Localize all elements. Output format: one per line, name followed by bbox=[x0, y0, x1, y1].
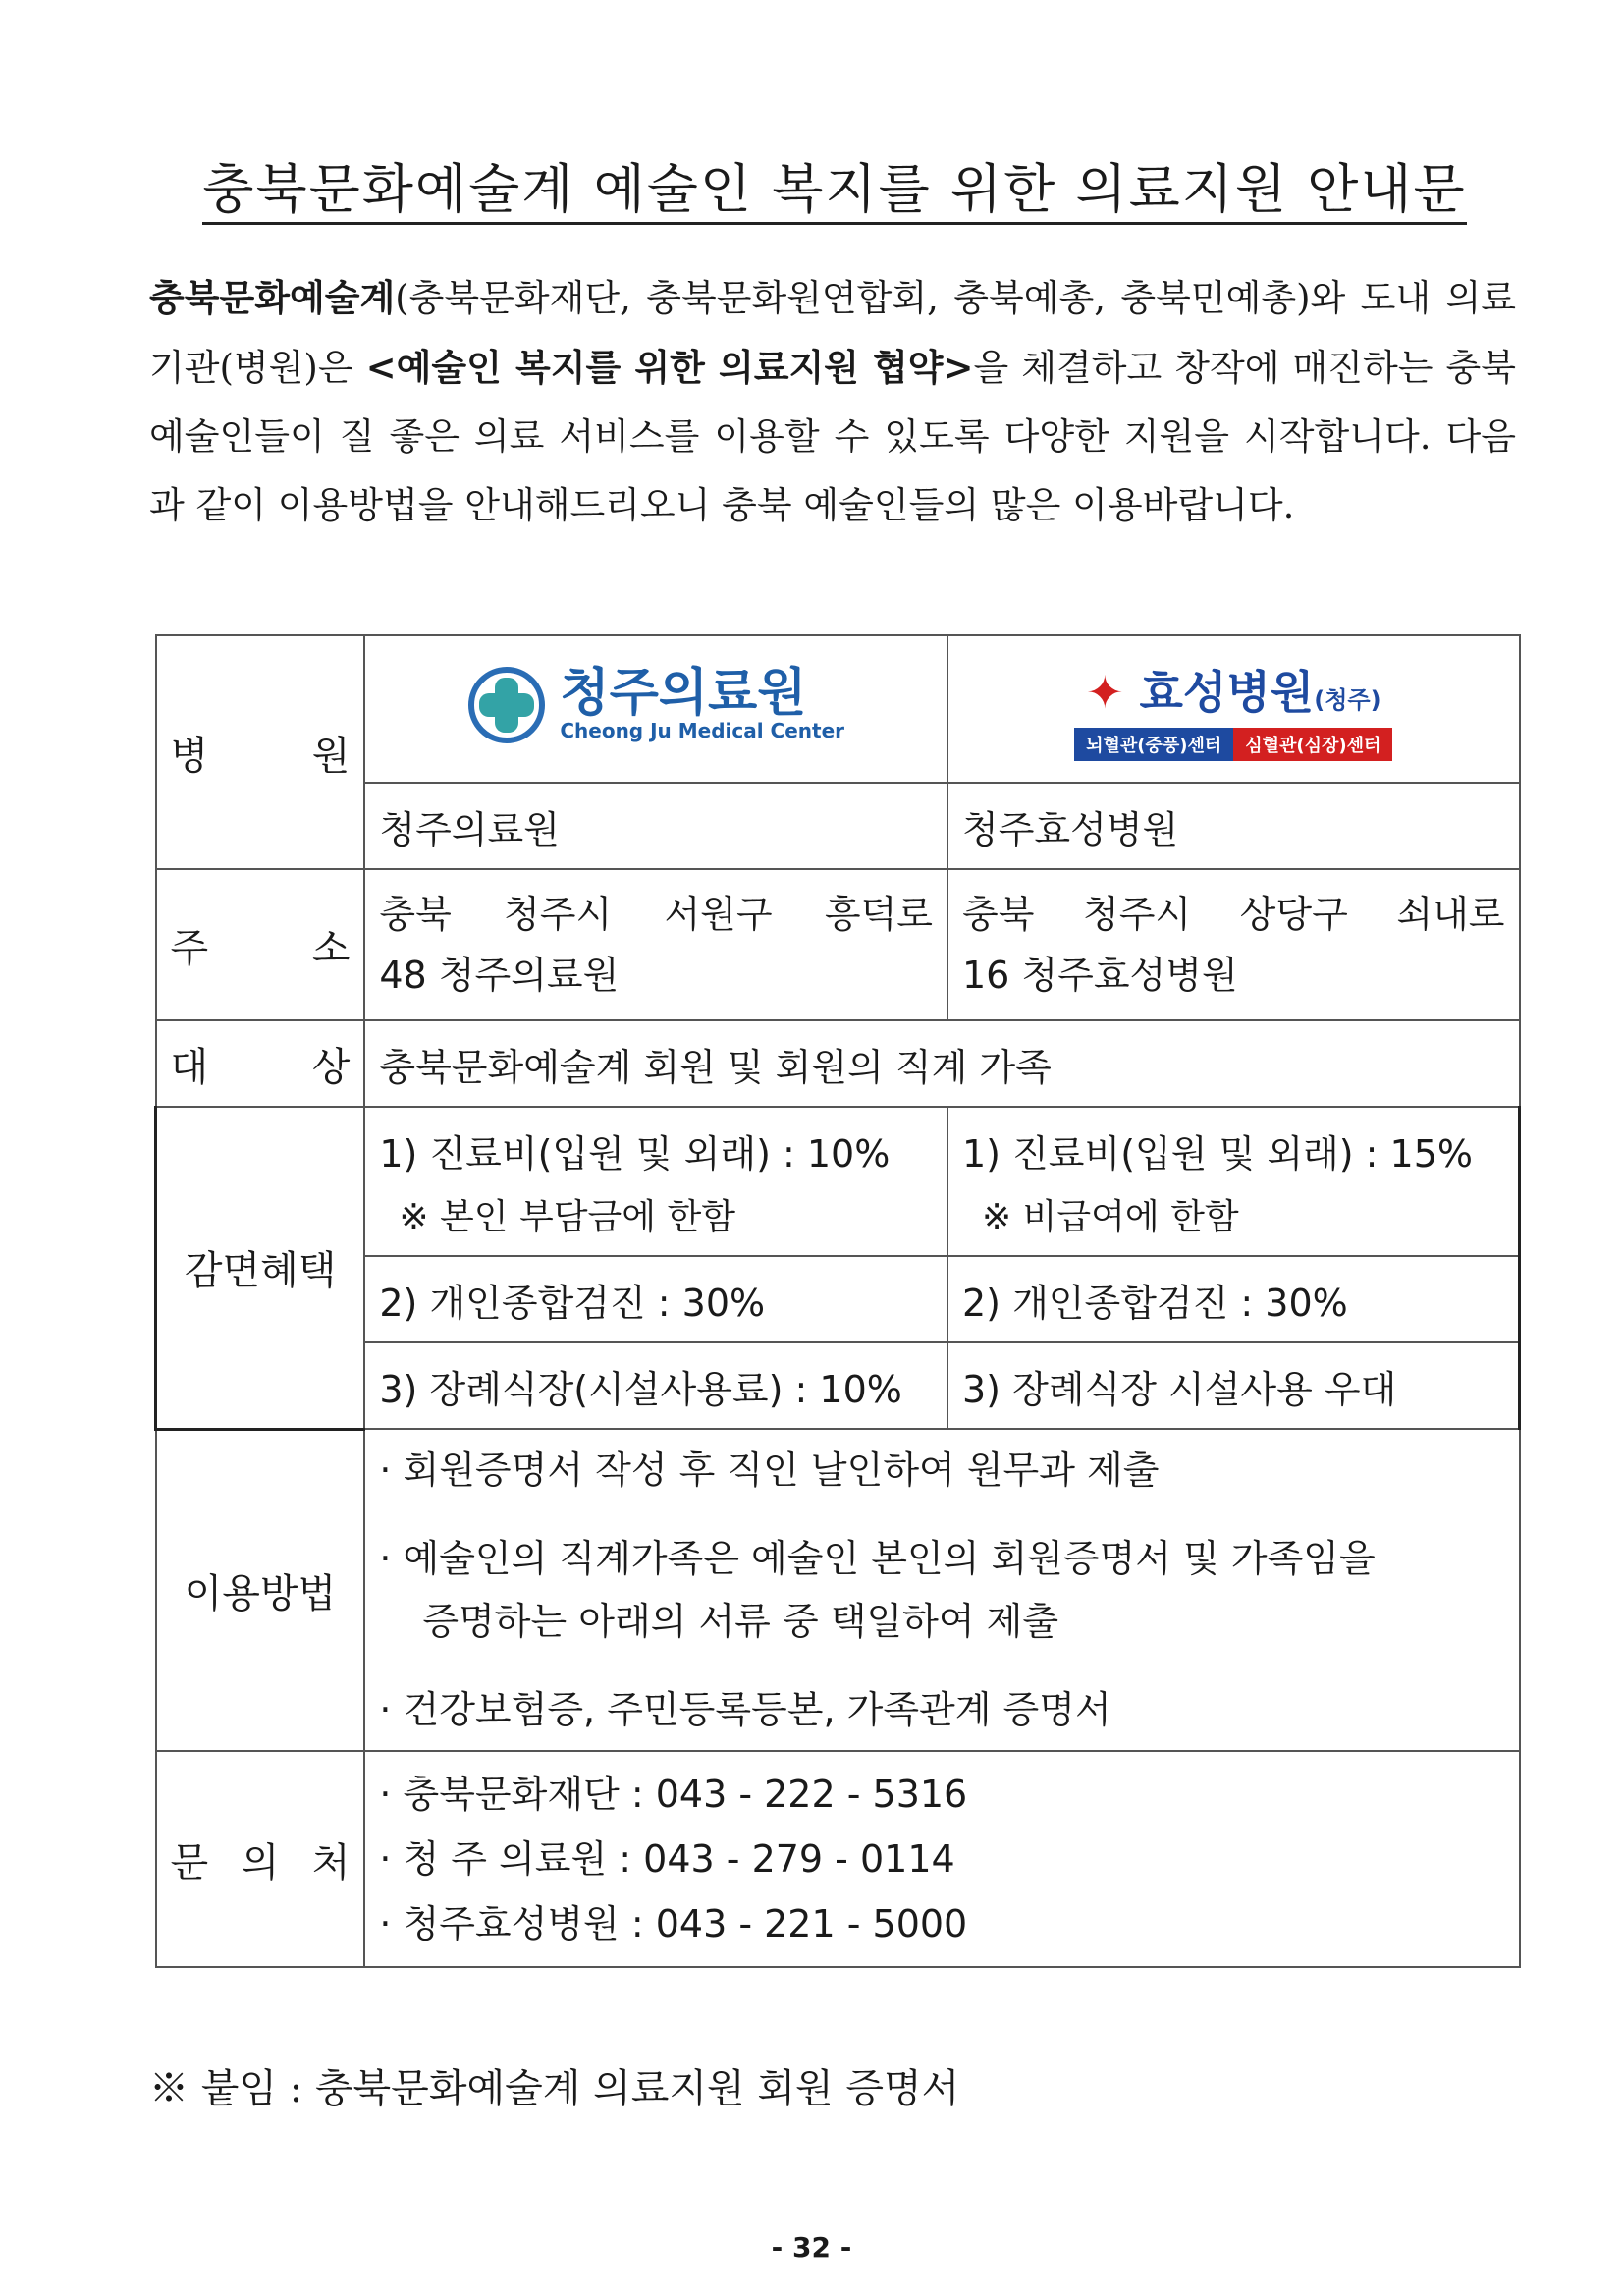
logo2-bar-right: 심혈관(심장)센터 bbox=[1233, 728, 1392, 761]
page-number: - 32 - bbox=[771, 2231, 852, 2264]
logo2-suffix: (청주) bbox=[1314, 686, 1381, 714]
benefit-2-1: 1) 진료비(입원 및 외래) : 15% ※ 비급여에 한함 bbox=[947, 1107, 1520, 1256]
benefit-2-2: 2) 개인종합검진 : 30% bbox=[947, 1256, 1520, 1342]
method-3: · 건강보험증, 주민등록등본, 가족관계 증명서 bbox=[379, 1688, 1111, 1731]
flame-icon: ✦ bbox=[1085, 666, 1124, 719]
benefit-1-3: 3) 장례식장(시설사용료) : 10% bbox=[364, 1342, 947, 1429]
intro-text-2: 을 체결하고 창작에 매진하는 충북 예술인들이 질 좋은 의료 서비스를 이용할 수 있도록 다양한 지원을 시작합니다. 다음과 같이 이용방법을 안내해드리오니 충북 예술인들의 많은 이용바랍니다. bbox=[149, 347, 1516, 526]
contact-2: · 청 주 의료원 : 043 - 279 - 0114 bbox=[379, 1837, 955, 1881]
contact-cell bbox=[364, 1751, 1519, 1967]
logo-cell-1 bbox=[364, 635, 947, 783]
method-2-cont: 증명하는 아래의 서류 중 택일하여 제출 bbox=[422, 1600, 1059, 1643]
method-1: · 회원증명서 작성 후 직인 날인하여 원무과 제출 bbox=[379, 1449, 1160, 1492]
intro-text-1: (충북문화재단, 충북문화원연합회, 충북예총, 충북민예총)와 도내 의료기관(병원)은 bbox=[149, 277, 1516, 389]
benefit-1-2: 2) 개인종합검진 : 30% bbox=[364, 1256, 947, 1342]
logo2-bar-left: 뇌혈관(중풍)센터 bbox=[1074, 728, 1233, 761]
method-cell bbox=[364, 1429, 1519, 1751]
logo-cell-2 bbox=[947, 635, 1520, 783]
logo1-english: Cheong Ju Medical Center bbox=[560, 718, 845, 742]
target-header: 대 상 bbox=[156, 1020, 365, 1107]
address-1: 충북 청주시 서원구 흥덕로 48 청주의료원 bbox=[364, 869, 947, 1020]
document-title: 충북문화예술계 예술인 복지를 위한 의료지원 안내문 bbox=[157, 147, 1512, 223]
medical-cross-icon bbox=[467, 666, 546, 744]
logo1-name: 청주의료원 bbox=[560, 663, 807, 723]
hospital-name-1: 청주의료원 bbox=[364, 783, 947, 869]
attachment-note: ※ 붙임 : 충북문화예술계 의료지원 회원 증명서 bbox=[149, 2066, 960, 2111]
method-2: · 예술인의 직계가족은 예술인 본인의 회원증명서 및 가족임을 bbox=[379, 1537, 1376, 1580]
benefit-1-1: 1) 진료비(입원 및 외래) : 10% ※ 본인 부담금에 한함 bbox=[364, 1107, 947, 1256]
target-value: 충북문화예술계 회원 및 회원의 직계 가족 bbox=[364, 1020, 1519, 1107]
benefit-2-3: 3) 장례식장 시설사용 우대 bbox=[947, 1342, 1520, 1429]
intro-bold-mid: <예술인 복지를 위한 의료지원 협약> bbox=[365, 346, 974, 389]
address-2: 충북 청주시 상당구 쇠내로 16 청주효성병원 bbox=[947, 869, 1520, 1020]
hyosung-hospital-logo bbox=[1074, 657, 1392, 761]
cheongju-medical-logo bbox=[467, 663, 845, 744]
contact-1: · 충북문화재단 : 043 - 222 - 5316 bbox=[379, 1773, 968, 1816]
benefit-header: 감면혜택 bbox=[156, 1107, 365, 1429]
address-header: 주 소 bbox=[156, 869, 365, 1020]
hospital-header: 병 원 bbox=[156, 635, 365, 869]
logo2-name: 효성병원 bbox=[1139, 666, 1315, 719]
medical-support-table bbox=[154, 634, 1521, 1968]
intro-paragraph bbox=[149, 263, 1516, 540]
contact-3: · 청주효성병원 : 043 - 221 - 5000 bbox=[379, 1902, 968, 1945]
method-header: 이용방법 bbox=[156, 1429, 365, 1751]
contact-header: 문 의 처 bbox=[156, 1751, 365, 1967]
intro-bold-start: 충북문화예술계 bbox=[149, 276, 396, 319]
hospital-name-2: 청주효성병원 bbox=[947, 783, 1520, 869]
